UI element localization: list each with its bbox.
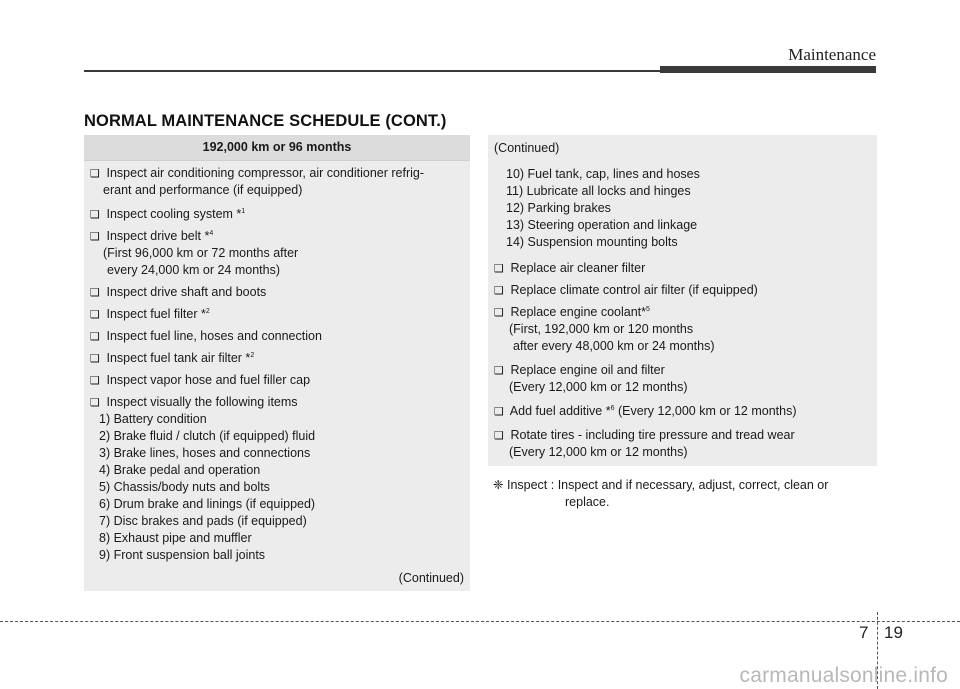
checkbox-icon: ❑ [90,331,100,343]
note-text-continuation: replace. [565,495,610,509]
item-text: Replace air cleaner filter [510,261,646,275]
checkbox-icon: ❑ [494,430,504,442]
checkbox-icon: ❑ [494,285,504,297]
list-item [494,362,665,380]
item-text: Replace engine coolant* [510,305,647,319]
inspection-subitem: 7) Disc brakes and pads (if equipped) [99,514,307,528]
checkbox-icon: ❑ [90,309,100,321]
checkbox-icon: ❑ [90,287,100,299]
inspection-subitem: 4) Brake pedal and operation [99,463,261,477]
footnote-mark: 2 [250,352,255,359]
item-subline: (First 96,000 km or 72 months after [103,246,299,260]
footnote-mark: 2 [205,308,210,315]
item-text: Inspect vapor hose and fuel filler cap [106,373,311,387]
item-text: Rotate tires - including tire pressure and tread wear [510,428,795,442]
checkbox-icon: ❑ [494,406,504,418]
note-text: Inspect : Inspect and if necessary, adjust, correct, clean or [506,478,829,492]
schedule-panel-right [488,135,877,466]
inspection-subitem: 6) Drum brake and linings (if equipped) [99,497,316,511]
checkbox-icon: ❑ [90,209,100,221]
list-item [90,328,322,346]
item-text: Inspect visually the following items [106,395,298,409]
footnote-mark: 4 [209,230,214,237]
inspection-subitem: 1) Battery condition [99,412,207,426]
list-item [90,165,424,183]
list-item [90,372,310,390]
checkbox-icon: ❑ [90,375,100,387]
page-header-title: Maintenance [788,45,876,64]
list-item [90,306,210,324]
item-text: Inspect drive belt * [106,229,210,243]
footnote-mark: 6 [610,405,615,412]
item-text: Replace climate control air filter (if equipped) [510,283,758,297]
inspection-subitem: 9) Front suspension ball joints [99,548,266,562]
item-subline: (First, 192,000 km or 120 months [509,322,694,336]
inspection-subitem: 11) Lubricate all locks and hinges [506,184,691,198]
checkbox-icon: ❑ [90,397,100,409]
schedule-heading: 192,000 km or 96 months [84,135,470,161]
schedule-panel-left [84,135,470,591]
item-text: Inspect cooling system * [106,207,242,221]
checkbox-icon: ❑ [494,307,504,319]
header-rule-thin [84,70,660,72]
section-title: NORMAL MAINTENANCE SCHEDULE (CONT.) [84,112,447,130]
watermark: carmanualsonline.info [739,664,948,687]
item-text: Add fuel additive * [509,404,611,418]
inspection-subitem: 13) Steering operation and linkage [506,218,698,232]
inspection-subitem: 10) Fuel tank, cap, lines and hoses [506,167,700,181]
item-subline: (Every 12,000 km or 12 months) [509,445,688,459]
inspection-subitem: 8) Exhaust pipe and muffler [99,531,252,545]
continued-label: (Continued) [398,571,464,585]
item-text-after: (Every 12,000 km or 12 months) [614,404,797,418]
checkbox-icon: ❑ [494,263,504,275]
chapter-number: 7 [859,623,869,642]
inspection-subitem: 14) Suspension mounting bolts [506,235,678,249]
footnote-mark: 5 [646,306,650,313]
continued-label: (Continued) [494,141,560,155]
inspection-subitem: 2) Brake fluid / clutch (if equipped) fluid [99,429,316,443]
item-subline: every 24,000 km or 24 months) [107,263,280,277]
item-text: Inspect air conditioning compressor, air conditioner refrig- [106,166,424,180]
list-item [494,403,797,421]
inspection-subitem: 3) Brake lines, hoses and connections [99,446,311,460]
inspect-note [493,477,828,494]
checkbox-icon: ❑ [494,365,504,377]
inspection-subitem: 12) Parking brakes [506,201,611,215]
header-rule-thick [660,66,876,73]
list-item [90,228,213,246]
inspection-subitem: 5) Chassis/body nuts and bolts [99,480,270,494]
footer-rule [0,621,960,622]
item-subline: after every 48,000 km or 24 months) [513,339,715,353]
item-text: Replace engine oil and filter [510,363,665,377]
item-text: Inspect drive shaft and boots [106,285,267,299]
list-item [494,282,758,300]
item-text: Inspect fuel tank air filter * [106,351,251,365]
checkbox-icon: ❑ [90,353,100,365]
list-item [90,284,266,302]
item-text: Inspect fuel line, hoses and connection [106,329,322,343]
footnote-mark: 1 [241,208,246,215]
list-item [90,206,245,224]
list-item [494,304,650,322]
item-text: Inspect fuel filter * [106,307,206,321]
list-item [494,427,795,445]
checkbox-icon: ❑ [90,231,100,243]
item-subline: (Every 12,000 km or 12 months) [509,380,688,394]
note-symbol-icon: ❈ [493,478,504,492]
list-item [90,350,254,368]
list-item [90,394,298,412]
item-continuation: erant and performance (if equipped) [103,183,303,197]
checkbox-icon: ❑ [90,168,100,180]
page-number: 19 [884,623,903,642]
list-item [494,260,645,278]
